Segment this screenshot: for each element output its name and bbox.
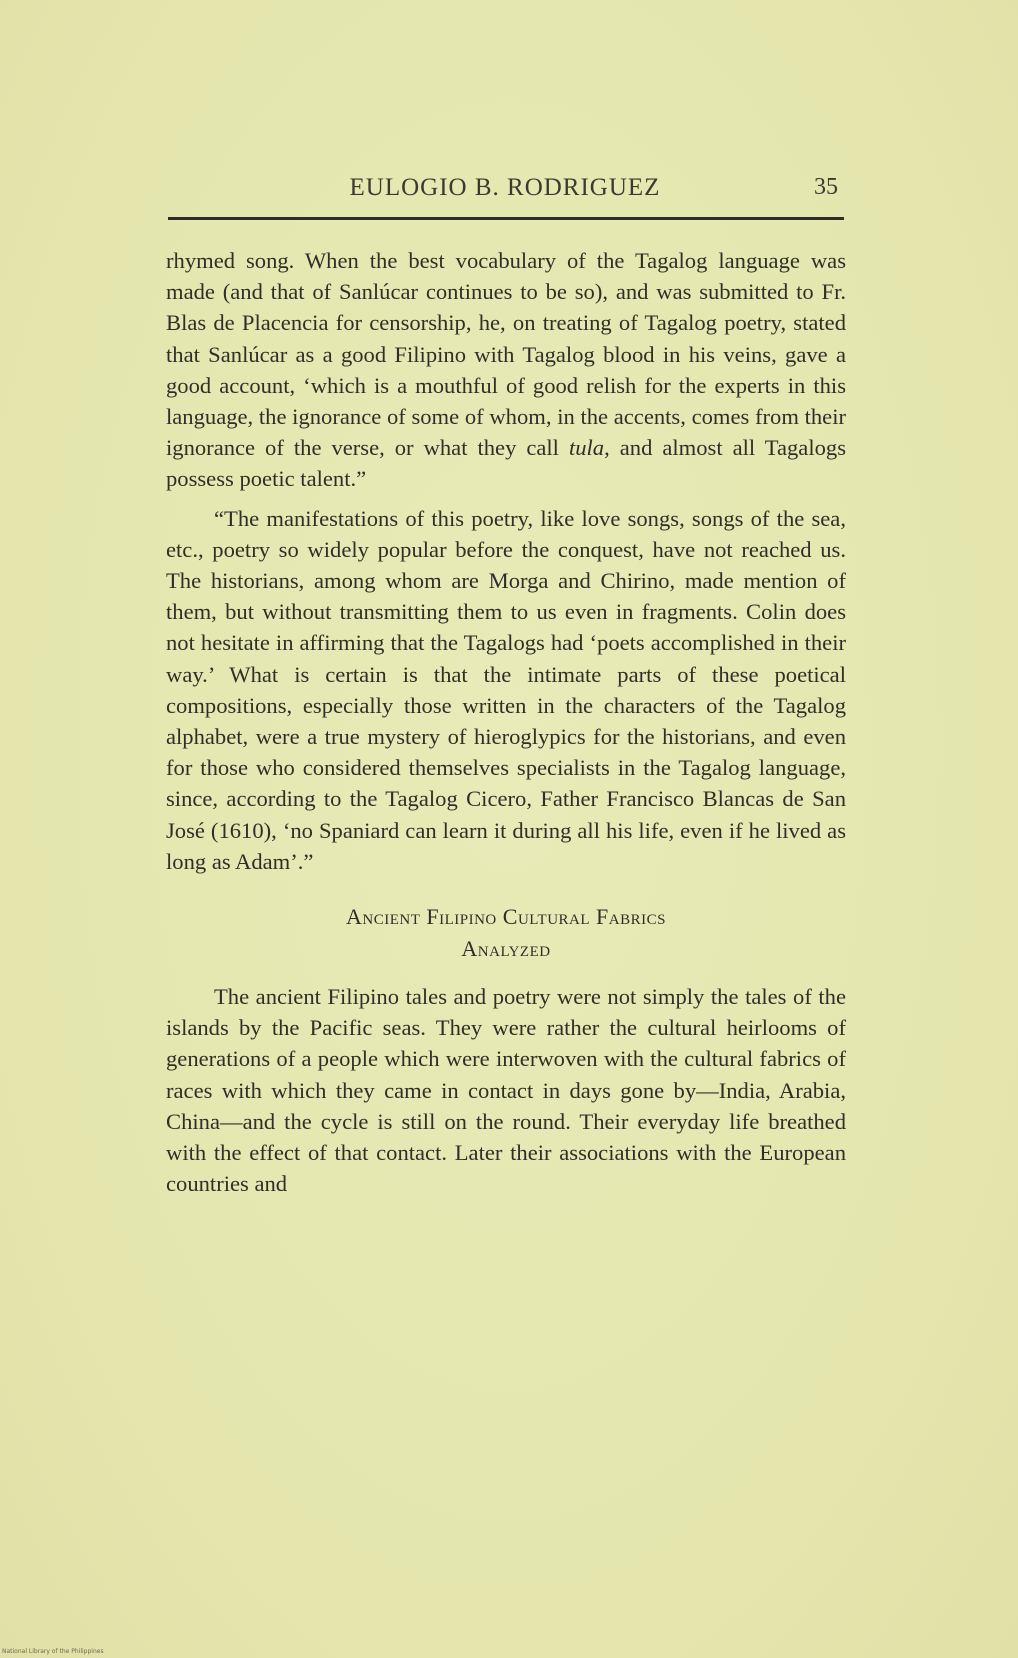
library-watermark: National Library of the Philippines [2,1648,104,1655]
paragraph-1 [166,245,846,495]
page-header [166,174,844,218]
paragraph-1-text-end: , and almost all Tagalogs possess poetic talent.” [166,435,846,492]
paragraph-1-text: rhymed song. When the best vocabulary of the Tagalog language was made (and that of Sanlúcar continues to be so), and was submitted to Fr. Blas de Placencia for censorship, he, on treating of Tagalog poetry, stated that Sanlúcar as a good Filipino with Tagalog blood in his veins, gave a good account, ‘which is a mouthful of good relish for the experts in this language, the ignorance of some of whom, in the accents, comes from their ignorance of the verse, or what they call [166,248,846,461]
section-heading-line-2: Analyzed [461,936,551,962]
paragraph-3: The ancient Filipino tales and poetry were not simply the tales of the islands by the Pacific seas. They were rather the cultural heirlooms of generations of a people which were interwoven with the cultural fabrics of races with which they came in contact in days gone by—India, Arabia, China—and the cycle is still on the round. Their everyday life breathed with the effect of that contact. Later their associations with the European countries and [166,984,846,1197]
body-text [166,245,846,1207]
section-heading [166,901,846,965]
section-heading-line-1: Ancient Filipino Cultural Fabrics [346,904,666,930]
paragraph-2: “The manifestations of this poetry, like love songs, songs of the sea, etc., poetry so widely popular before the conquest, have not reached us. The historians, among whom are Morga and Chirino, made mention of them, but without transmitting them to us even in fragments. Colin does not hesitate in affirming that the Tagalogs had ‘poets accomplished in their way.’ What is certain is that the intimate parts of these poetical compositions, especially those written in the characters of the Tagalog alphabet, were a true mystery of hieroglypics for the historians, and even for those who considered themselves specialists in the Tagalog language, since, according to the Tagalog Cicero, Father Francisco Blancas de San José (1610), ‘no Spaniard can learn it during all his life, even if he lived as long as Adam’.” [166,505,846,874]
italic-term-tula: tula [568,435,605,461]
page-number: 35 [814,174,838,200]
running-head: EULOGIO B. RODRIGUEZ [349,174,661,201]
header-rule [168,217,844,220]
